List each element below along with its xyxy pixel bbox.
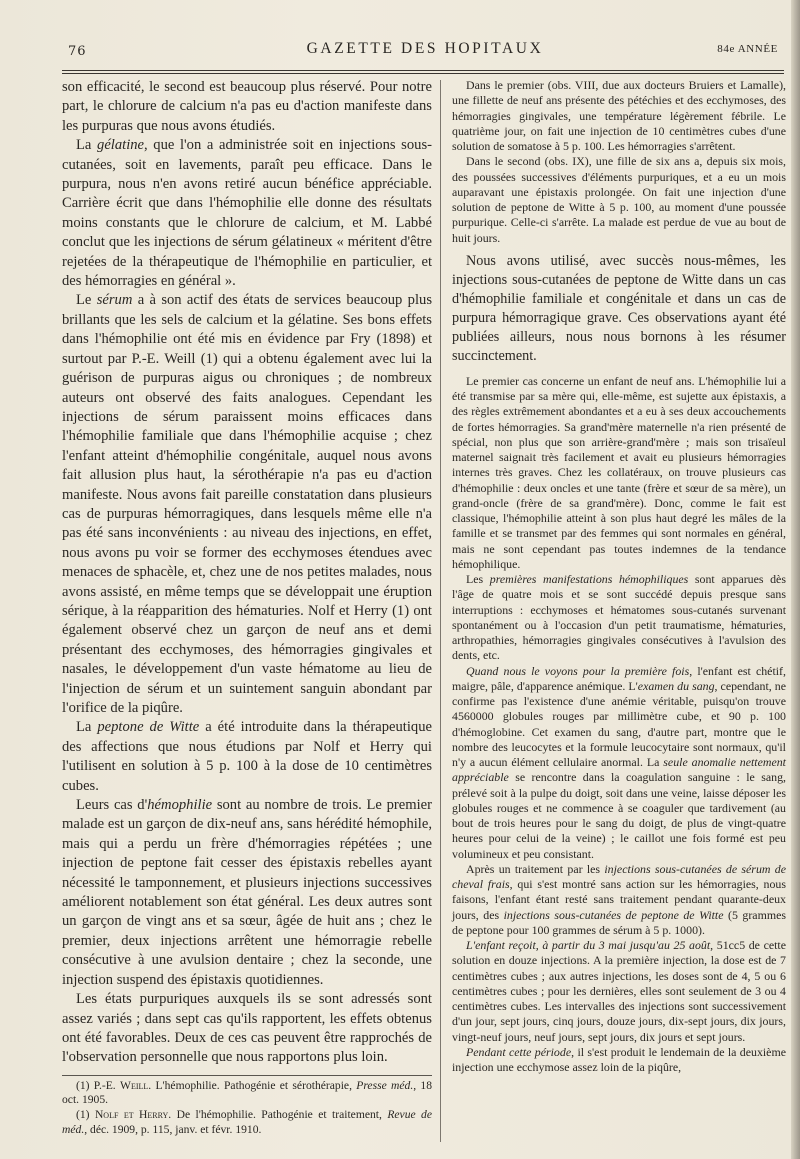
paragraph: Le premier cas concerne un enfant de neuf ans. L'hémophilie lui a été transmise par sa mère qui, elle-même, est sujette aux épistaxis, a des règles extrêmement abondantes et a eu à ses deux accouchements de fortes hémorragies. Sa grand'mère maternelle n'a rien présenté de spécial, non plus que son arrière-grand'mère ; mais son trisaïeul maternel saignait très facilement et avait eu plusieurs hémorragies internes très graves. Chez les collatéraux, on trouve plusieurs cas d'hémophilie : deux oncles et une tante (frère et sœur de sa mère), un grand-oncle (frère de sa grand'mère). Donc, comme le fait est classique, l'hémophilie atteint à son plus haut degré les mâles de la famille et se transmet par des femmes qui sont normales en général, mais ne sont cependant pas toutes indemnes de la tendance hémophilique. xyxy=(452,373,786,571)
paragraph: Quand nous le voyons pour la première fois, l'enfant est chétif, maigre, pâle, d'apparence anémique. L'examen du sang, cependant, ne confirme pas l'existence d'une anémie véritable, puisqu'on trouve 4560000 globules rouges par millimètre cube, et 90 p. 100 d'hémoglobine. Cet examen du sang, d'autre part, montre que le nombre des leucocytes et la formule leucocytaire sont normaux, qu'il n'y a aucun élément cellulaire anormal. La seule anomalie nettement appréciable se rencontre dans la coagulation sanguine : le sang, prélevé soit à la pulpe du doigt, soit dans une veine, laisse déposer les globules rouges et ne commence à se coaguler que tardivement (au bout de trois heures pour le sang du doigt, de plus de vingt-quatre heures pour celui de la veine) ; le caillot une fois formé est peu volumineux et peu consistant. xyxy=(452,663,786,861)
paragraph: Dans le second (obs. IX), une fille de six ans a, depuis six mois, des poussées successives d'éléments purpuriques, et a eu un mois auparavant une épistaxis prolongée. On fait une injection d'une solution de peptone de Witte à 5 p. 100, au moment d'une poussée purpurique. Celle-ci s'arrête. La malade est perdue de vue au bout de huit jours. xyxy=(452,154,786,245)
paragraph: La gélatine, que l'on a administrée soit en injections sous-cutanées, soit en lavements, paraît peu efficace. Dans le purpura, nous n'en avons retiré aucun bénéfice appréciable. Carrière écrit que dans l'hémophilie elle donne des résultats moins constants que le chlorure de calcium, et M. Labbé conclut que les injections de sérum gélatineux « méritent d'être rejetées de la thérapeutique de l'hémophilie en particulier, et des hémorragies en général ». xyxy=(62,137,432,290)
paragraph: Leurs cas d'hémophilie sont au nombre de trois. Le premier malade est un garçon de dix-neuf ans, sans hérédité hémophile, mais qui a perdu un frère d'hémorragies répétées ; une injection de peptone fait cesser des épistaxis rebelles ayant nécessité le tamponnement, et plusieurs injections successives améliorent notablement son état général. Les deux autres sont un garçon de vingt ans et sa sœur, âgée de huit ans ; chez le premier, deux injections arrêtent une hémorragie rebelle consécutive à une avulsion dentaire ; chez la seconde, une injection suspend des épistaxis quotidiennes. xyxy=(62,797,433,988)
footnote-rule xyxy=(62,1075,432,1076)
left-column xyxy=(62,78,432,1137)
paragraph: L'enfant reçoit, à partir du 3 mai jusqu'au 25 août, 51cc5 de cette solution en douze injections. A la première injection, la dose est de 7 centimètres cubes ; aux autres injections, les doses sont de 4, 5 ou 6 centimètres cubes ; pour les dernières, elles sont seulement de 3 ou 4 centimètres cubes. Les intervalles des injections sont successivement d'un jour, sept jours, cinq jours, douze jours, dix-sept jours, dix jours, vingt-neuf jours, neuf jours, sept jours, dix jours et sept jours. xyxy=(452,938,787,1044)
paragraph: La peptone de Witte a été introduite dans la thérapeutique des affections que nous étudions par Nolf et Herry qui l'utilisent en solution à 5 p. 100 à la dose de 10 centimètres cubes. xyxy=(62,719,432,794)
paragraph: son efficacité, le second est beaucoup plus réservé. Pour notre part, le chlorure de calcium n'a pas eu d'action manifeste dans les purpuras que nous avons étudiés. xyxy=(62,79,432,134)
page-spine-edge xyxy=(791,0,800,1159)
page-number: 76 xyxy=(68,44,87,59)
right-column xyxy=(452,78,786,1075)
paragraph: Les premières manifestations hémophiliques sont apparues dès l'âge de quatre mois et se sont succédé depuis presque sans interruptions : ecchymoses et hématomes sous-cutanés survenant spontanément ou à l'occasion d'un petit traumatisme, hématuries, arthropathies, hémorragies gingivales consécutives à l'avulsion des dents, etc. xyxy=(452,572,786,663)
paragraph: Dans le premier (obs. VIII, due aux docteurs Bruiers et Lamalle), une fillette de neuf ans présente des pétéchies et des ecchymoses, des hémorragies gingivales, une température légèrement fébrile. Le quatrième jour, on fait une injection de 10 centimètres cubes d'une solution de somatose à 5 p. 100. Les hémorragies s'arrêtent. xyxy=(452,78,786,153)
footnote: (1) P.-E. Weill. L'hémophilie. Pathogénie et sérothérapie, Presse méd., 18 oct. 1905. xyxy=(62,1078,433,1107)
journal-year: 84e ANNÉE xyxy=(717,43,778,55)
paragraph: Après un traitement par les injections sous-cutanées de sérum de cheval frais, qui s'est montré sans action sur les hémorragies, nous faisons, l'enfant étant resté sans traitement pendant quarante-deux jours, des injections sous-cutanées de peptone de Witte (5 grammes de peptone pour 100 grammes de sérum à 5 p. 1000). xyxy=(452,861,786,937)
page-header xyxy=(62,38,788,64)
journal-title: GAZETTE DES HOPITAUX xyxy=(306,40,544,57)
header-double-rule xyxy=(62,70,784,74)
paragraph: Les états purpuriques auxquels ils se sont adressés sont assez variés ; dans sept cas qu'ils rapportent, les effets obtenus ont été favorables. Deux de ces cas peuvent être rapprochés de l'observation personnelle que nous rapportons plus loin. xyxy=(62,991,432,1066)
paragraph: Le sérum a à son actif des états de services beaucoup plus brillants que les sels de calcium et la gélatine. Ses bons effets dans l'hémophilie ont été mis en évidence par Fry (1898) et surtout par P.-E. Weill (1) qui a obtenu également avec lui la guérison de purpuras aigus ou chroniques ; de nombreux auteurs ont observé des faits analogues. Cependant les injections de sérum paraissent moins efficaces dans l'hémophilie familiale que dans l'hémophilie acquise ; chez l'enfant atteint d'hémophilie congénitale, auquel nous avons fait allusion plus haut, la sérothérapie n'a pas eu d'action manifeste. Nous avons fait pareille constatation dans plusieurs cas de purpuras hémorragiques, dans lesquels même elle n'a pas été sans inconvénients : au niveau des injections, en effet, nous avons pu voir se former des ecchymoses étendues avec menaces de sphacèle, et, chez une de nos petites malades, nous avons assisté, en même temps que se développait une éruption sérique, à la réapparition des hématuries. Nolf et Herry (1) ont également observé chez un garçon de neuf ans et demi présentant des ecchymoses, des hémorragies gingivales et nasales, le développement d'un vaste hématome au lieu de l'injection de sérum et un suintement sanguin abondant par l'orifice de la piqûre. xyxy=(62,292,432,716)
highlighted-paragraph: Nous avons utilisé, avec succès nous-mêmes, les injections sous-cutanées de peptone de Witte dans un cas d'hémophilie familiale et congénitale et dans un cas de purpura hémorragique grave. Ces observations ayant été publiées ailleurs, nous nous bornons à les résumer succinctement. xyxy=(452,252,786,364)
column-divider xyxy=(440,80,441,1142)
paragraph: Pendant cette période, il s'est produit le lendemain de la deuxième injection une ecchymose assez loin de la piqûre, xyxy=(452,1044,786,1074)
footnote: (1) Nolf et Herry. De l'hémophilie. Pathogénie et traitement, Revue de méd., déc. 1909, p. 115, janv. et févr. 1910. xyxy=(62,1107,432,1136)
